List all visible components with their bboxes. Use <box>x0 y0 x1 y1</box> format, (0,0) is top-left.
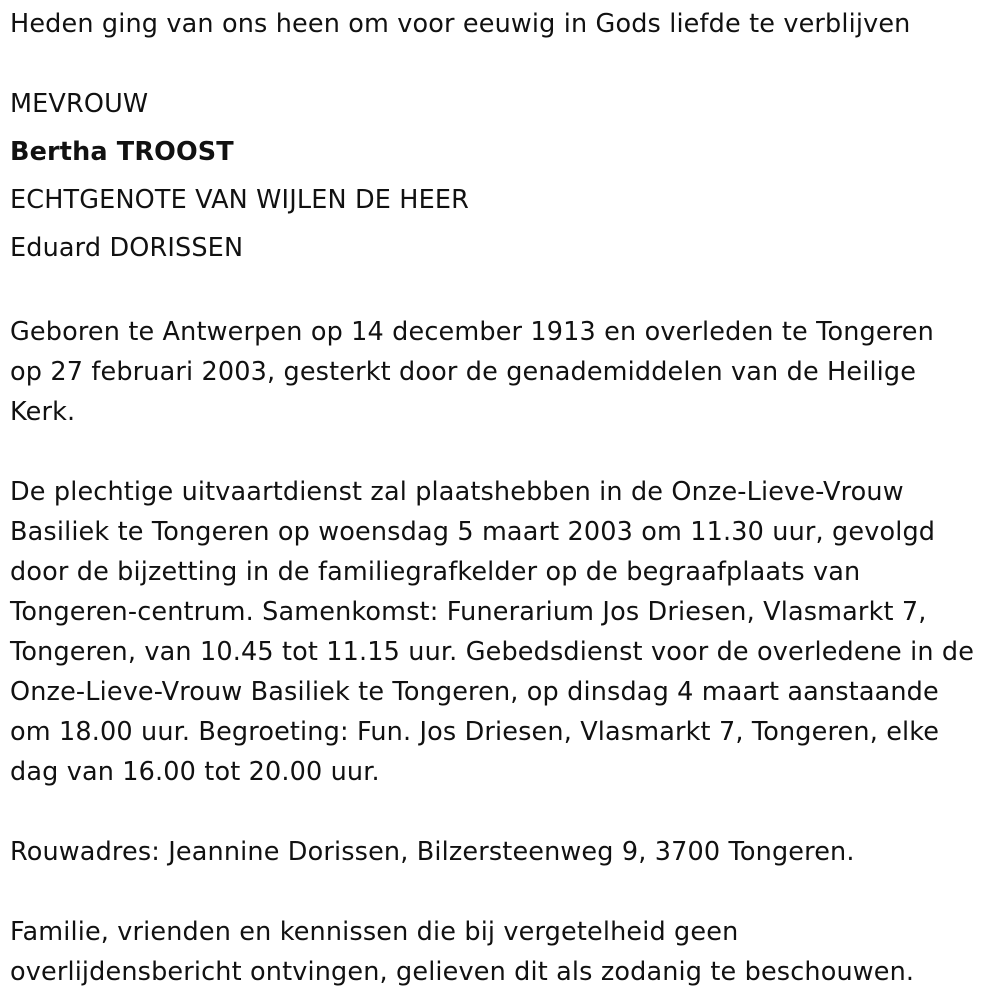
paragraph-line: om 18.00 uur. Begroeting: Fun. Jos Driesen, Vlasmarkt 7, Tongeren, elke <box>10 717 940 747</box>
deceased-name: Bertha TROOST <box>10 137 234 167</box>
intro-line: Heden ging van ons heen om voor eeuwig in Gods liefde te verblijven <box>10 9 911 39</box>
paragraph-line: Onze-Lieve-Vrouw Basiliek te Tongeren, op dinsdag 4 maart aanstaande <box>10 677 939 707</box>
spacer <box>10 44 995 84</box>
obituary-notice <box>10 4 995 992</box>
paragraph-line: door de bijzetting in de familiegrafkelder op de begraafplaats van <box>10 557 861 587</box>
paragraph-line: Geboren te Antwerpen op 14 december 1913 en overleden te Tongeren <box>10 317 934 347</box>
spacer <box>10 792 995 832</box>
paragraph-line: De plechtige uitvaartdienst zal plaatshebben in de Onze-Lieve-Vrouw <box>10 477 904 507</box>
funeral-paragraph <box>10 472 995 792</box>
closing-paragraph <box>10 912 995 992</box>
paragraph-line: overlijdensbericht ontvingen, gelieven dit als zodanig te beschouwen. <box>10 957 915 987</box>
paragraph-line: dag van 16.00 tot 20.00 uur. <box>10 757 380 787</box>
paragraph-line: Familie, vrienden en kennissen die bij vergetelheid geen <box>10 917 739 947</box>
paragraph-line: Tongeren-centrum. Samenkomst: Funerarium Jos Driesen, Vlasmarkt 7, <box>10 597 927 627</box>
paragraph-line: op 27 februari 2003, gesterkt door de genademiddelen van de Heilige <box>10 357 917 387</box>
birth-death-paragraph <box>10 312 995 432</box>
spouse-name: Eduard DORISSEN <box>10 233 244 263</box>
spacer <box>10 272 995 312</box>
mourning-address: Rouwadres: Jeannine Dorissen, Bilzersteenweg 9, 3700 Tongeren. <box>10 837 855 867</box>
spouse-title: ECHTGENOTE VAN WIJLEN DE HEER <box>10 185 469 215</box>
honorific: MEVROUW <box>10 89 149 119</box>
spacer <box>10 872 995 912</box>
paragraph-line: Tongeren, van 10.45 tot 11.15 uur. Gebedsdienst voor de overledene in de <box>10 637 975 667</box>
paragraph-line: Kerk. <box>10 397 76 427</box>
deceased-block <box>10 80 995 272</box>
spacer <box>10 432 995 472</box>
paragraph-line: Basiliek te Tongeren op woensdag 5 maart 2003 om 11.30 uur, gevolgd <box>10 517 936 547</box>
